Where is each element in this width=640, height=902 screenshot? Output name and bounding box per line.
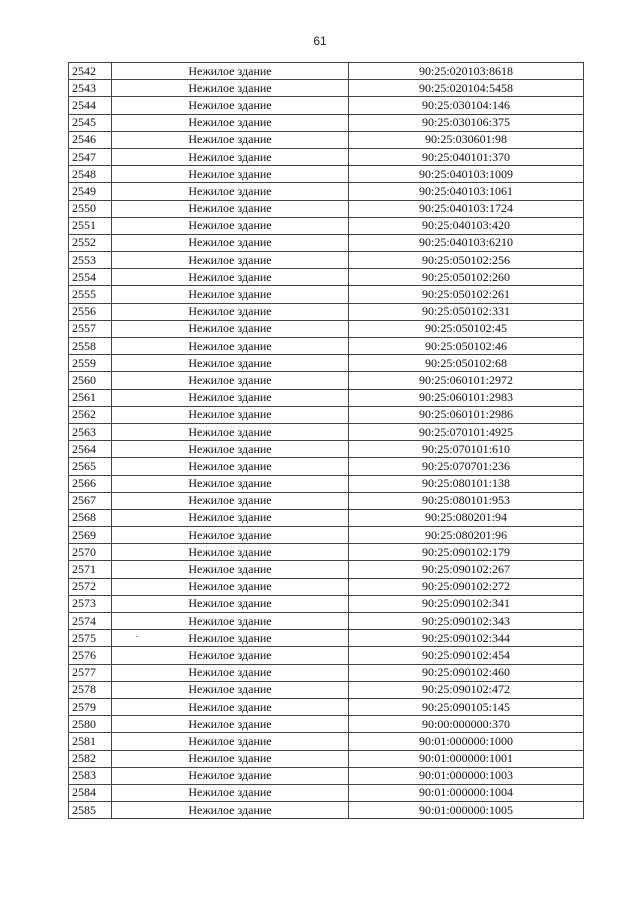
table-row: [69, 716, 584, 733]
row-number-cell: 2551: [69, 217, 112, 234]
row-number-cell: 2563: [69, 423, 112, 440]
row-number-cell: 2581: [69, 733, 112, 750]
object-type-cell: Нежилое здание: [112, 320, 349, 337]
row-number-cell: 2544: [69, 97, 112, 114]
object-type-cell: Нежилое здание: [112, 681, 349, 698]
table-row: [69, 802, 584, 819]
cadastral-number-cell: 90:25:090102:267: [349, 561, 584, 578]
table-row: [69, 217, 584, 234]
cadastral-number-cell: 90:25:050102:46: [349, 338, 584, 355]
table-row: [69, 681, 584, 698]
table-row: [69, 338, 584, 355]
object-type-cell: Нежилое здание: [112, 750, 349, 767]
object-type-cell: Нежилое здание: [112, 802, 349, 819]
row-number-cell: 2579: [69, 698, 112, 715]
cadastral-number-cell: 90:25:060101:2972: [349, 372, 584, 389]
object-type-cell: Нежилое здание: [112, 131, 349, 148]
table-row: [69, 578, 584, 595]
row-number-cell: 2576: [69, 647, 112, 664]
row-number-cell: 2585: [69, 802, 112, 819]
object-type-cell: Нежилое здание: [112, 441, 349, 458]
object-type-cell: Нежилое здание: [112, 148, 349, 165]
cadastral-number-cell: 90:25:030104:146: [349, 97, 584, 114]
table-row: [69, 131, 584, 148]
object-type-cell: Нежилое здание: [112, 406, 349, 423]
cadastral-number-cell: 90:25:040103:6210: [349, 234, 584, 251]
row-number-cell: 2543: [69, 80, 112, 97]
row-number-cell: 2580: [69, 716, 112, 733]
cadastral-number-cell: 90:25:060101:2986: [349, 406, 584, 423]
object-type-cell: Нежилое здание: [112, 458, 349, 475]
object-type-cell: Нежилое здание: [112, 114, 349, 131]
cadastral-number-cell: 90:25:050102:68: [349, 355, 584, 372]
object-type-cell: Нежилое здание: [112, 664, 349, 681]
cadastral-number-cell: 90:25:050102:331: [349, 303, 584, 320]
object-type-cell: Нежилое здание: [112, 234, 349, 251]
table-row: [69, 767, 584, 784]
cadastral-number-cell: 90:25:040103:1009: [349, 166, 584, 183]
table-row: [69, 80, 584, 97]
object-type-cell: Нежилое здание: [112, 595, 349, 612]
object-type-cell: Нежилое здание: [112, 544, 349, 561]
object-type-cell: Нежилое здание: [112, 527, 349, 544]
object-type-cell: Нежилое здание: [112, 303, 349, 320]
cadastral-number-cell: 90:25:090105:145: [349, 698, 584, 715]
object-type-cell: Нежилое здание: [112, 647, 349, 664]
row-number-cell: 2572: [69, 578, 112, 595]
table-row: [69, 750, 584, 767]
table-row: [69, 166, 584, 183]
cadastral-number-cell: 90:25:080201:94: [349, 509, 584, 526]
object-type-cell: Нежилое здание: [112, 578, 349, 595]
table-row: [69, 441, 584, 458]
cadastral-number-cell: 90:25:050102:256: [349, 252, 584, 269]
cadastral-number-cell: 90:01:000000:1000: [349, 733, 584, 750]
row-number-cell: 2574: [69, 613, 112, 630]
cadastral-number-cell: 90:01:000000:1004: [349, 784, 584, 801]
object-type-cell: Нежилое здание: [112, 423, 349, 440]
row-number-cell: 2567: [69, 492, 112, 509]
cadastral-number-cell: 90:25:080101:138: [349, 475, 584, 492]
object-type-cell: Нежилое здание: [112, 338, 349, 355]
registry-table-body: [69, 63, 584, 819]
table-row: [69, 303, 584, 320]
cadastral-number-cell: 90:25:040103:1724: [349, 200, 584, 217]
row-number-cell: 2575: [69, 630, 112, 647]
row-number-cell: 2564: [69, 441, 112, 458]
row-number-cell: 2562: [69, 406, 112, 423]
cadastral-number-cell: 90:25:090102:343: [349, 613, 584, 630]
object-type-cell: Нежилое здание: [112, 80, 349, 97]
object-type-cell: Нежилое здание: [112, 63, 349, 80]
table-row: [69, 286, 584, 303]
object-type-cell: Нежилое здание: [112, 355, 349, 372]
table-row: [69, 698, 584, 715]
cadastral-number-cell: 90:25:040103:1061: [349, 183, 584, 200]
row-number-cell: 2559: [69, 355, 112, 372]
object-type-cell: Нежилое здание: [112, 217, 349, 234]
object-type-cell: Нежилое здание: [112, 200, 349, 217]
table-row: [69, 613, 584, 630]
table-row: [69, 475, 584, 492]
cadastral-number-cell: 90:25:060101:2983: [349, 389, 584, 406]
cadastral-number-cell: 90:25:090102:341: [349, 595, 584, 612]
table-row: [69, 320, 584, 337]
object-type-cell: Нежилое здание: [112, 698, 349, 715]
object-type-cell: Нежилое здание: [112, 389, 349, 406]
row-number-cell: 2555: [69, 286, 112, 303]
row-number-cell: 2549: [69, 183, 112, 200]
cadastral-number-cell: 90:25:090102:272: [349, 578, 584, 595]
cadastral-number-cell: 90:25:020103:8618: [349, 63, 584, 80]
table-row: [69, 372, 584, 389]
table-row: [69, 183, 584, 200]
cadastral-number-cell: 90:25:020104:5458: [349, 80, 584, 97]
object-type-cell: Нежилое здание: [112, 767, 349, 784]
object-type-cell: Нежилое здание: [112, 492, 349, 509]
cadastral-number-cell: 90:25:050102:45: [349, 320, 584, 337]
row-number-cell: 2565: [69, 458, 112, 475]
row-number-cell: 2560: [69, 372, 112, 389]
row-number-cell: 2545: [69, 114, 112, 131]
row-number-cell: 2553: [69, 252, 112, 269]
object-type-cell: Нежилое здание: [112, 561, 349, 578]
scan-speck: [136, 636, 138, 637]
table-row: [69, 114, 584, 131]
cadastral-number-cell: 90:01:000000:1003: [349, 767, 584, 784]
table-row: [69, 492, 584, 509]
row-number-cell: 2550: [69, 200, 112, 217]
cadastral-number-cell: 90:25:090102:454: [349, 647, 584, 664]
cadastral-number-cell: 90:25:040103:420: [349, 217, 584, 234]
object-type-cell: Нежилое здание: [112, 784, 349, 801]
cadastral-number-cell: 90:25:040101:370: [349, 148, 584, 165]
table-row: [69, 527, 584, 544]
object-type-cell: Нежилое здание: [112, 97, 349, 114]
cadastral-number-cell: 90:25:090102:460: [349, 664, 584, 681]
table-row: [69, 458, 584, 475]
table-row: [69, 252, 584, 269]
row-number-cell: 2566: [69, 475, 112, 492]
table-row: [69, 509, 584, 526]
object-type-cell: Нежилое здание: [112, 475, 349, 492]
table-row: [69, 406, 584, 423]
table-row: [69, 355, 584, 372]
cadastral-number-cell: 90:25:050102:261: [349, 286, 584, 303]
table-row: [69, 784, 584, 801]
table-row: [69, 389, 584, 406]
cadastral-number-cell: 90:01:000000:1001: [349, 750, 584, 767]
object-type-cell: Нежилое здание: [112, 183, 349, 200]
object-type-cell: Нежилое здание: [112, 252, 349, 269]
registry-table: [68, 62, 584, 819]
table-row: [69, 647, 584, 664]
cadastral-number-cell: 90:25:070101:610: [349, 441, 584, 458]
cadastral-number-cell: 90:00:000000:370: [349, 716, 584, 733]
object-type-cell: Нежилое здание: [112, 630, 349, 647]
cadastral-number-cell: 90:01:000000:1005: [349, 802, 584, 819]
table-row: [69, 423, 584, 440]
table-row: [69, 234, 584, 251]
row-number-cell: 2568: [69, 509, 112, 526]
row-number-cell: 2584: [69, 784, 112, 801]
table-row: [69, 630, 584, 647]
row-number-cell: 2577: [69, 664, 112, 681]
table-row: [69, 544, 584, 561]
row-number-cell: 2571: [69, 561, 112, 578]
table-row: [69, 269, 584, 286]
row-number-cell: 2582: [69, 750, 112, 767]
row-number-cell: 2547: [69, 148, 112, 165]
table-row: [69, 63, 584, 80]
object-type-cell: Нежилое здание: [112, 166, 349, 183]
object-type-cell: Нежилое здание: [112, 733, 349, 750]
row-number-cell: 2556: [69, 303, 112, 320]
cadastral-number-cell: 90:25:070101:4925: [349, 423, 584, 440]
object-type-cell: Нежилое здание: [112, 613, 349, 630]
cadastral-number-cell: 90:25:080201:96: [349, 527, 584, 544]
cadastral-number-cell: 90:25:090102:472: [349, 681, 584, 698]
object-type-cell: Нежилое здание: [112, 716, 349, 733]
table-row: [69, 561, 584, 578]
object-type-cell: Нежилое здание: [112, 372, 349, 389]
row-number-cell: 2583: [69, 767, 112, 784]
row-number-cell: 2546: [69, 131, 112, 148]
row-number-cell: 2561: [69, 389, 112, 406]
table-row: [69, 148, 584, 165]
table-row: [69, 595, 584, 612]
cadastral-number-cell: 90:25:030106:375: [349, 114, 584, 131]
cadastral-number-cell: 90:25:050102:260: [349, 269, 584, 286]
row-number-cell: 2554: [69, 269, 112, 286]
object-type-cell: Нежилое здание: [112, 509, 349, 526]
cadastral-number-cell: 90:25:090102:344: [349, 630, 584, 647]
row-number-cell: 2552: [69, 234, 112, 251]
cadastral-number-cell: 90:25:070701:236: [349, 458, 584, 475]
row-number-cell: 2578: [69, 681, 112, 698]
row-number-cell: 2569: [69, 527, 112, 544]
row-number-cell: 2548: [69, 166, 112, 183]
row-number-cell: 2542: [69, 63, 112, 80]
table-row: [69, 664, 584, 681]
cadastral-number-cell: 90:25:030601:98: [349, 131, 584, 148]
table-row: [69, 97, 584, 114]
object-type-cell: Нежилое здание: [112, 286, 349, 303]
row-number-cell: 2557: [69, 320, 112, 337]
cadastral-number-cell: 90:25:080101:953: [349, 492, 584, 509]
cadastral-number-cell: 90:25:090102:179: [349, 544, 584, 561]
page-number: 61: [313, 34, 327, 48]
table-row: [69, 200, 584, 217]
table-row: [69, 733, 584, 750]
row-number-cell: 2573: [69, 595, 112, 612]
row-number-cell: 2558: [69, 338, 112, 355]
object-type-cell: Нежилое здание: [112, 269, 349, 286]
row-number-cell: 2570: [69, 544, 112, 561]
